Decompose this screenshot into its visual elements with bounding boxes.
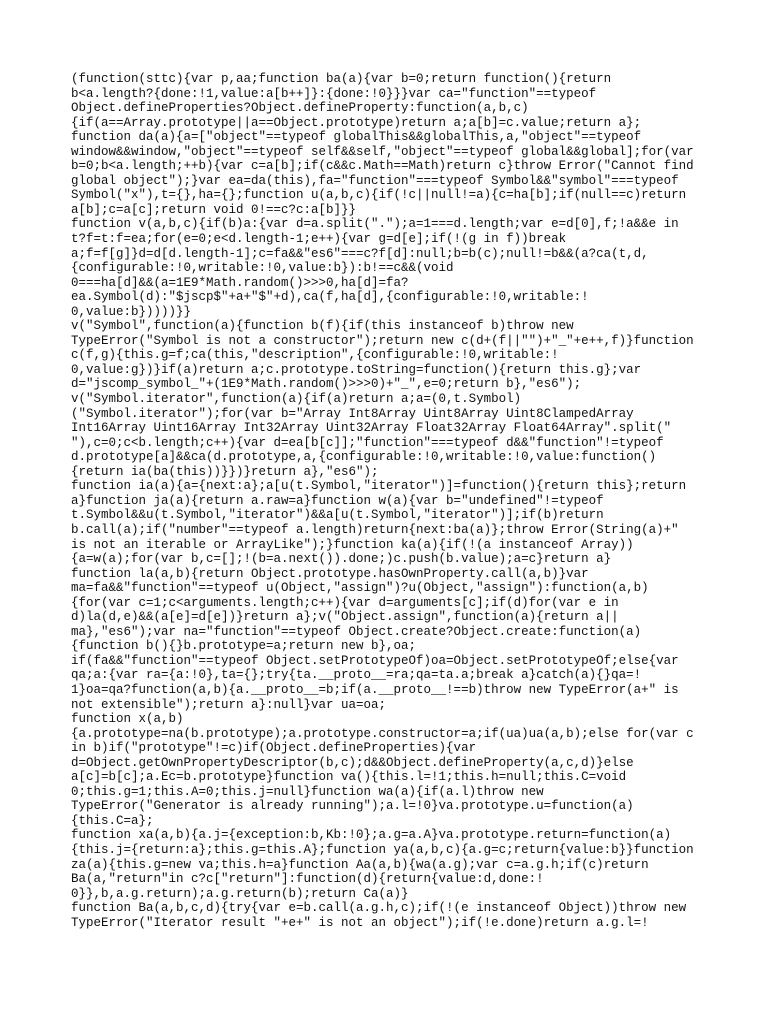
code-line: Int16Array Uint16Array Int32Array Uint32Array Float32Array Float64Array".split(" <box>71 421 672 436</box>
code-line: d)la(d,e)&&(a[e]=d[e])}return a};v("Object.assign",function(a){return a|| <box>71 610 619 625</box>
code-line: za(a){this.g=new va;this.h=a}function Aa(a,b){wa(a.g);var c=a.g.h;if(c)return <box>71 857 649 872</box>
code-line: t.Symbol&&u(t.Symbol,"iterator")&&a[u(t.Symbol,"iterator")];if(b)return <box>71 508 604 523</box>
code-line: TypeError("Iterator result "+e+" is not an object");if(!e.done)return a.g.l=! <box>71 915 649 930</box>
code-line: 0}},b,a.g.return);a.g.return(b);return Ca(a)} <box>71 886 409 901</box>
code-line: 1}oa=qa?function(a,b){a.__proto__=b;if(a.__proto__!==b)throw new TypeError(a+" is <box>71 682 679 697</box>
code-line: function ia(a){a={next:a};a[u(t.Symbol,"iterator")]=function(){return this};return <box>71 479 687 494</box>
code-line: ea.Symbol(d):"$jscp$"+a+"$"+d),ca(f,ha[d],{configurable:!0,writable:! <box>71 290 589 305</box>
code-line: function x(a,b) <box>71 712 184 727</box>
code-line: ("Symbol.iterator");for(var b="Array Int8Array Uint8Array Uint8ClampedArray <box>71 406 634 421</box>
code-line: t?f=t:f=ea;for(e=0;e<d.length-1;e++){var g=d[e];if(!(g in f))break <box>71 232 567 247</box>
code-line: global object");}var ea=da(this),fa="function"===typeof Symbol&&"symbol"===typeof <box>71 173 679 188</box>
code-line: 0,value:g})}if(a)return a;c.prototype.toString=function(){return this.g};var <box>71 362 642 377</box>
code-line: Ba(a,"return"in c?c["return"]:function(d){return{value:d,done:! <box>71 872 544 887</box>
code-line: c(f,g){this.g=f;ca(this,"description",{configurable:!0,writable:! <box>71 348 559 363</box>
code-line: {if(a==Array.prototype||a==Object.prototype)return a;a[b]=c.value;return a}; <box>71 115 642 130</box>
code-line: 0;this.g=1;this.A=0;this.j=null}function wa(a){if(a.l)throw new <box>71 784 544 799</box>
code-text-block <box>71 72 699 930</box>
code-line: d.prototype[a]&&ca(d.prototype,a,{configurable:!0,writable:!0,value:function() <box>71 450 657 465</box>
code-line: TypeError("Generator is already running");a.l=!0}va.prototype.u=function(a) <box>71 799 634 814</box>
code-line: b.call(a);if("number"==typeof a.length)return{next:ba(a)};throw Error(String(a)+" <box>71 522 679 537</box>
code-line: d="jscomp_symbol_"+(1E9*Math.random()>>>0)+"_",e=0;return b},"es6"); <box>71 377 582 392</box>
code-line: v("Symbol.iterator",function(a){if(a)return a;a=(0,t.Symbol) <box>71 392 522 407</box>
code-line: 0,value:b}))))}} <box>71 304 192 319</box>
code-line: "),c=0;c<b.length;c++){var d=ea[b[c]];"function"===typeof d&&"function"!=typeof <box>71 435 664 450</box>
code-line: a;f=f[g]}d=d[d.length-1];c=fa&&"es6"===c?f[d]:null;b=b(c);null!=b&&(a?ca(t,d, <box>71 246 649 261</box>
code-line: {configurable:!0,writable:!0,value:b}):b!==c&&(void <box>71 261 454 276</box>
code-line: function da(a){a=["object"==typeof globalThis&&globalThis,a,"object"==typeof <box>71 130 642 145</box>
code-line: {a.prototype=na(b.prototype);a.prototype.constructor=a;if(ua)ua(a,b);else for(var c <box>71 726 694 741</box>
code-line: {function b(){}b.prototype=a;return new b},oa; <box>71 639 417 654</box>
code-line: Object.defineProperties?Object.defineProperty:function(a,b,c) <box>71 101 529 116</box>
code-line: function v(a,b,c){if(b)a:{var d=a.split(".");a=1===d.length;var e=d[0],f;!a&&e in <box>71 217 679 232</box>
code-line: function la(a,b){return Object.prototype.hasOwnProperty.call(a,b)}var <box>71 566 589 581</box>
code-line: d=Object.getOwnPropertyDescriptor(b,c);d&&Object.defineProperty(a,c,d)}else <box>71 755 634 770</box>
code-line: Symbol("x"),t={},ha={};function u(a,b,c){if(!c||null!=a){c=ha[b];if(null==c)return <box>71 188 687 203</box>
code-line: in b)if("prototype"!=c)if(Object.defineProperties){var <box>71 741 477 756</box>
code-line: a[c]=b[c];a.Ec=b.prototype}function va(){this.l=!1;this.h=null;this.C=void <box>71 770 627 785</box>
code-line: 0===ha[d]&&(a=1E9*Math.random()>>>0,ha[d]=fa? <box>71 275 409 290</box>
code-line: function Ba(a,b,c,d){try{var e=b.call(a.g.h,c);if(!(e instanceof Object))throw new <box>71 901 687 916</box>
code-line: not extensible");return a}:null}var ua=oa; <box>71 697 387 712</box>
code-line: {return ia(ba(this))}})}return a},"es6"); <box>71 464 379 479</box>
code-line: window&&window,"object"==typeof self&&self,"object"==typeof global&&global];for(var <box>71 144 694 159</box>
code-line: {this.j={return:a};this.g=this.A};function ya(a,b,c){a.g=c;return{value:b}}function <box>71 842 694 857</box>
code-line: a}function ja(a){return a.raw=a}function w(a){var b="undefined"!=typeof <box>71 493 604 508</box>
code-line: a[b];c=a[c];return void 0!==c?c:a[b]}} <box>71 202 357 217</box>
code-line: is not an iterable or ArrayLike");}function ka(a){if(!(a instanceof Array)) <box>71 537 634 552</box>
code-line: (function(sttc){var p,aa;function ba(a){var b=0;return function(){return <box>71 72 612 86</box>
code-line: {a=w(a);for(var b,c=[];!(b=a.next()).done;)c.push(b.value);a=c}return a} <box>71 552 612 567</box>
code-line: function xa(a,b){a.j={exception:b,Kb:!0};a.g=a.A}va.prototype.return=function(a) <box>71 828 672 843</box>
code-line: ma},"es6");var na="function"==typeof Object.create?Object.create:function(a) <box>71 624 642 639</box>
code-line: {for(var c=1;c<arguments.length;c++){var d=arguments[c];if(d)for(var e in <box>71 595 619 610</box>
code-line: ma=fa&&"function"==typeof u(Object,"assign")?u(Object,"assign"):function(a,b) <box>71 581 649 596</box>
code-line: {this.C=a}; <box>71 813 154 828</box>
code-line: if(fa&&"function"==typeof Object.setPrototypeOf)oa=Object.setPrototypeOf;else{var <box>71 653 679 668</box>
code-line: b=0;b<a.length;++b){var c=a[b];if(c&&c.Math==Math)return c}throw Error("Cannot find <box>71 159 694 174</box>
code-line: v("Symbol",function(a){function b(f){if(this instanceof b)throw new <box>71 319 574 334</box>
code-line: TypeError("Symbol is not a constructor");return new c(d+(f||"")+"_"+e++,f)}function <box>71 333 694 348</box>
code-line: b<a.length?{done:!1,value:a[b++]}:{done:!0}}}var ca="function"==typeof <box>71 86 597 101</box>
code-line: qa;a:{var ra={a:!0},ta={};try{ta.__proto__=ra;qa=ta.a;break a}catch(a){}qa=! <box>71 668 642 683</box>
